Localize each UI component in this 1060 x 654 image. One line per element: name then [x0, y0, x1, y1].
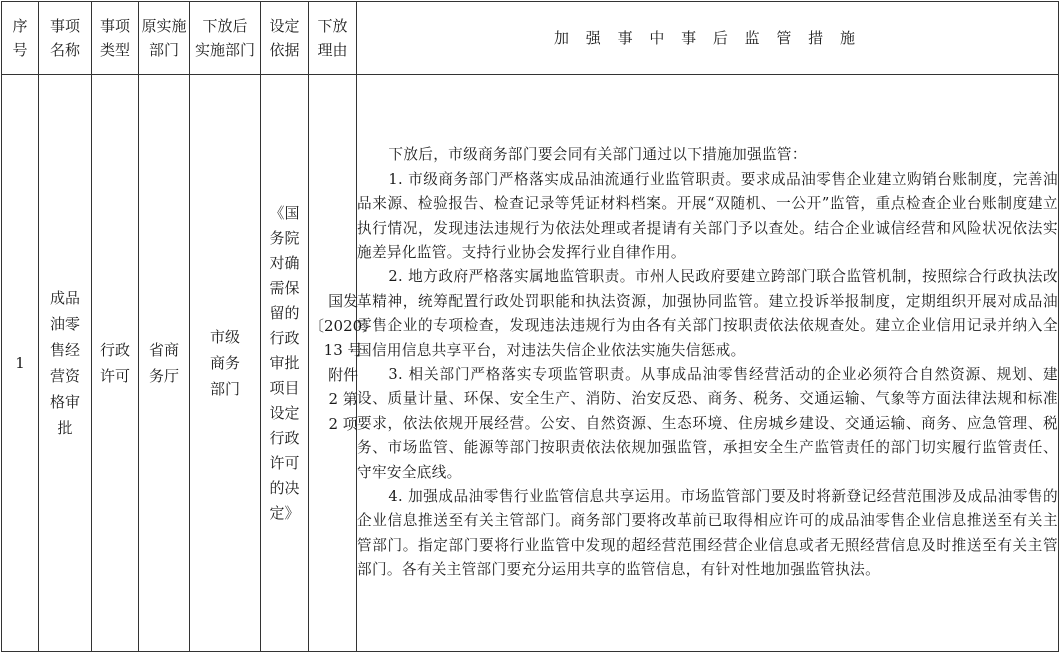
header-new-dept: 下放后 实施部门: [190, 2, 261, 75]
header-reason: 下放 理由: [309, 2, 357, 75]
header-original-dept: 原实施 部门: [139, 2, 190, 75]
cell-original-dept: 省商 务厅: [139, 75, 190, 652]
measures-item-3: 3. 相关部门严格落实专项监管职责。从事成品油零售经营活动的企业必须符合自然资源、规划、建设、质量计量、环保、安全生产、消防、治安反恐、商务、税务、交通运输、气象等方面法律法规和标准要求，依法依规开展经营。公安、自然资源、生态环境、住房城乡建设、交通运输、商务、应急管理、税务、市场监管、能源等部门按职责依法依规加强监管，承担安全生产监管责任的部门切实履行监管责任、守牢安全底线。: [357, 366, 1058, 481]
table-row: [2, 75, 1059, 652]
header-row: [2, 2, 1059, 75]
measures-item-4: 4. 加强成品油零售行业监管信息共享运用。市场监管部门要及时将新登记经营范围涉及成品油零售的企业信息推送至有关主管部门。商务部门要将改革前已取得相应许可的成品油零售企业信息推送至有关主管部门。指定部门要将行业监管中发现的超经营范围经营企业信息或者无照经营信息及时推送至有关主管部门。各有关主管部门要充分运用共享的监管信息，有针对性地加强监管执法。: [357, 488, 1058, 579]
cell-measures: [357, 75, 1059, 652]
cell-legal-basis: 《国 务院 对确 需保 留的 行政 审批 项目 设定 行政 许可 的决 定》: [261, 75, 309, 652]
cell-item-type: 行政 许可: [92, 75, 139, 652]
header-legal-basis: 设定 依据: [261, 2, 309, 75]
cell-reason: 国发 〔2020〕 13 号 附件 2 第 2 项: [309, 75, 357, 652]
measures-item-1: 1. 市级商务部门严格落实成品油流通行业监管职责。要求成品油零售企业建立购销台账制度，完善油品来源、检验报告、检查记录等凭证材料档案。开展“双随机、一公开”监管，重点检查企业台账制度建立执行情况，发现违法违规行为依法处理或者提请有关部门予以查处。结合企业诚信经营和风险状况依法实施差异化监管。支持行业协会发挥行业自律作用。: [357, 170, 1058, 261]
cell-seq: 1: [2, 75, 39, 652]
header-item-type: 事项 类型: [92, 2, 139, 75]
measures-intro: 下放后，市级商务部门要会同有关部门通过以下措施加强监管：: [388, 146, 807, 164]
cell-item-name: 成品 油零 售经 营资 格审 批: [39, 75, 92, 652]
header-seq: 序 号: [2, 2, 39, 75]
measures-item-2: 2. 地方政府严格落实属地监管职责。市州人民政府要建立跨部门联合监管机制，按照综合行政执法改革精神，统筹配置行政处罚职能和执法资源，加强协同监管。建立投诉举报制度，定期组织开展对成品油零售企业的专项检查，发现违法违规行为由各有关部门按职责依法依规查处。建立企业信用记录并纳入全国信用信息共享平台，对违法失信企业依法实施失信惩戒。: [357, 268, 1058, 359]
supervision-table: [1, 1, 1059, 652]
header-measures: 加 强 事 中 事 后 监 管 措 施: [357, 2, 1059, 75]
header-item-name: 事项 名称: [39, 2, 92, 75]
cell-new-dept: 市级 商务 部门: [190, 75, 261, 652]
